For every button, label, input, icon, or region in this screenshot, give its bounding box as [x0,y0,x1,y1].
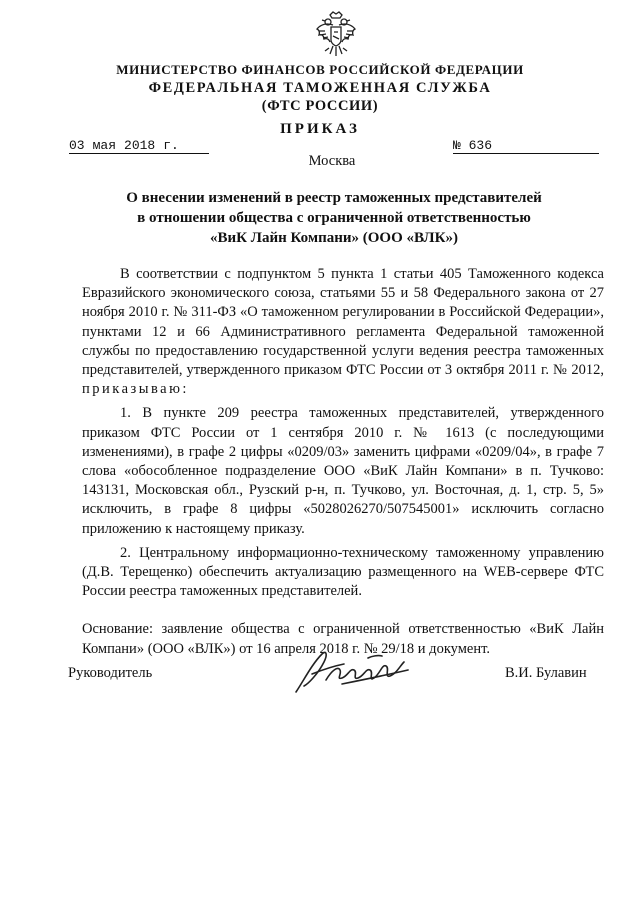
order-number: 636 [468,138,493,153]
order-title-line-1: О внесении изменений в реестр таможенных представителей [126,190,542,206]
order-city: Москва [308,153,356,169]
order-number-label: № [453,138,461,153]
order-year-suffix: г. [163,138,179,153]
service-name: ФЕДЕРАЛЬНАЯ ТАМОЖЕННАЯ СЛУЖБА [148,80,492,96]
order-date [69,138,209,154]
signatory-position: Руководитель [68,665,153,681]
preamble-text: В соответствии с подпунктом 5 пункта 1 статьи 405 Таможенного кодекса Евразийского экономического союза, статьями 55 и 58 Федерального закона от 27 ноября 2010 г. № 311-ФЗ «О таможенном регулировании в Российской Федерации», пунктами 12 и 66 Административного регламента Федеральной таможенной службы по предоставлению государственной услуги ведения реестра таможенных представителей, утвержденного приказом ФТС России от 3 октября 2011 г. № 2012, [82,266,604,379]
order-body [82,265,604,659]
order-month: мая [92,138,117,153]
state-emblem-icon [313,10,359,60]
order-title-line-2: в отношении общества с ограниченной ответственностью [137,210,531,226]
service-abbreviation: (ФТС РОССИИ) [261,98,379,114]
order-number-line [453,138,599,154]
order-word: приказываю: [82,381,189,398]
order-day: 03 [69,138,85,153]
signatory-name: В.И. Булавин [505,665,587,681]
order-title [60,188,608,248]
document-type: ПРИКАЗ [280,121,360,137]
handwritten-signature-icon [282,640,422,700]
basis-paragraph: Основание: заявление общества с ограниченной ответственностью «ВиК Лайн Компани» (ООО «ВЛК») от 16 апреля 2018 г. № 29/18 и документ. [82,621,604,657]
item-2-paragraph: 2. Центральному информационно-техническому таможенному управлению (Д.В. Терещенко) обеспечить актуализацию размещенного на WEB-сервере ФТС России реестра таможенных представителей. [82,544,604,600]
order-year: 2018 [124,138,156,153]
item-1-paragraph: 1. В пункте 209 реестра таможенных представителей, утвержденного приказом ФТС России от 1 сентября 2010 г. № 1613 (с последующими изменениями), в графе 2 цифры «0209/03» заменить цифрами «0209/04», в графе 7 слова «обособленное подразделение ООО «ВиК Лайн Компани» в п. Тучково: 143131, Московская обл., Рузский р-н, п. Тучково, ул. Восточная, д. 1, стр. 5, 5» исключить, в графе 8 цифры «5028026270/507545001» исключить согласно приложению к настоящему приказу. [82,405,604,537]
order-title-line-3: «ВиК Лайн Компани» (ООО «ВЛК») [210,230,458,246]
ministry-name: МИНИСТЕРСТВО ФИНАНСОВ РОССИЙСКОЙ ФЕДЕРАЦИИ [116,62,524,77]
preamble-paragraph [82,265,604,399]
